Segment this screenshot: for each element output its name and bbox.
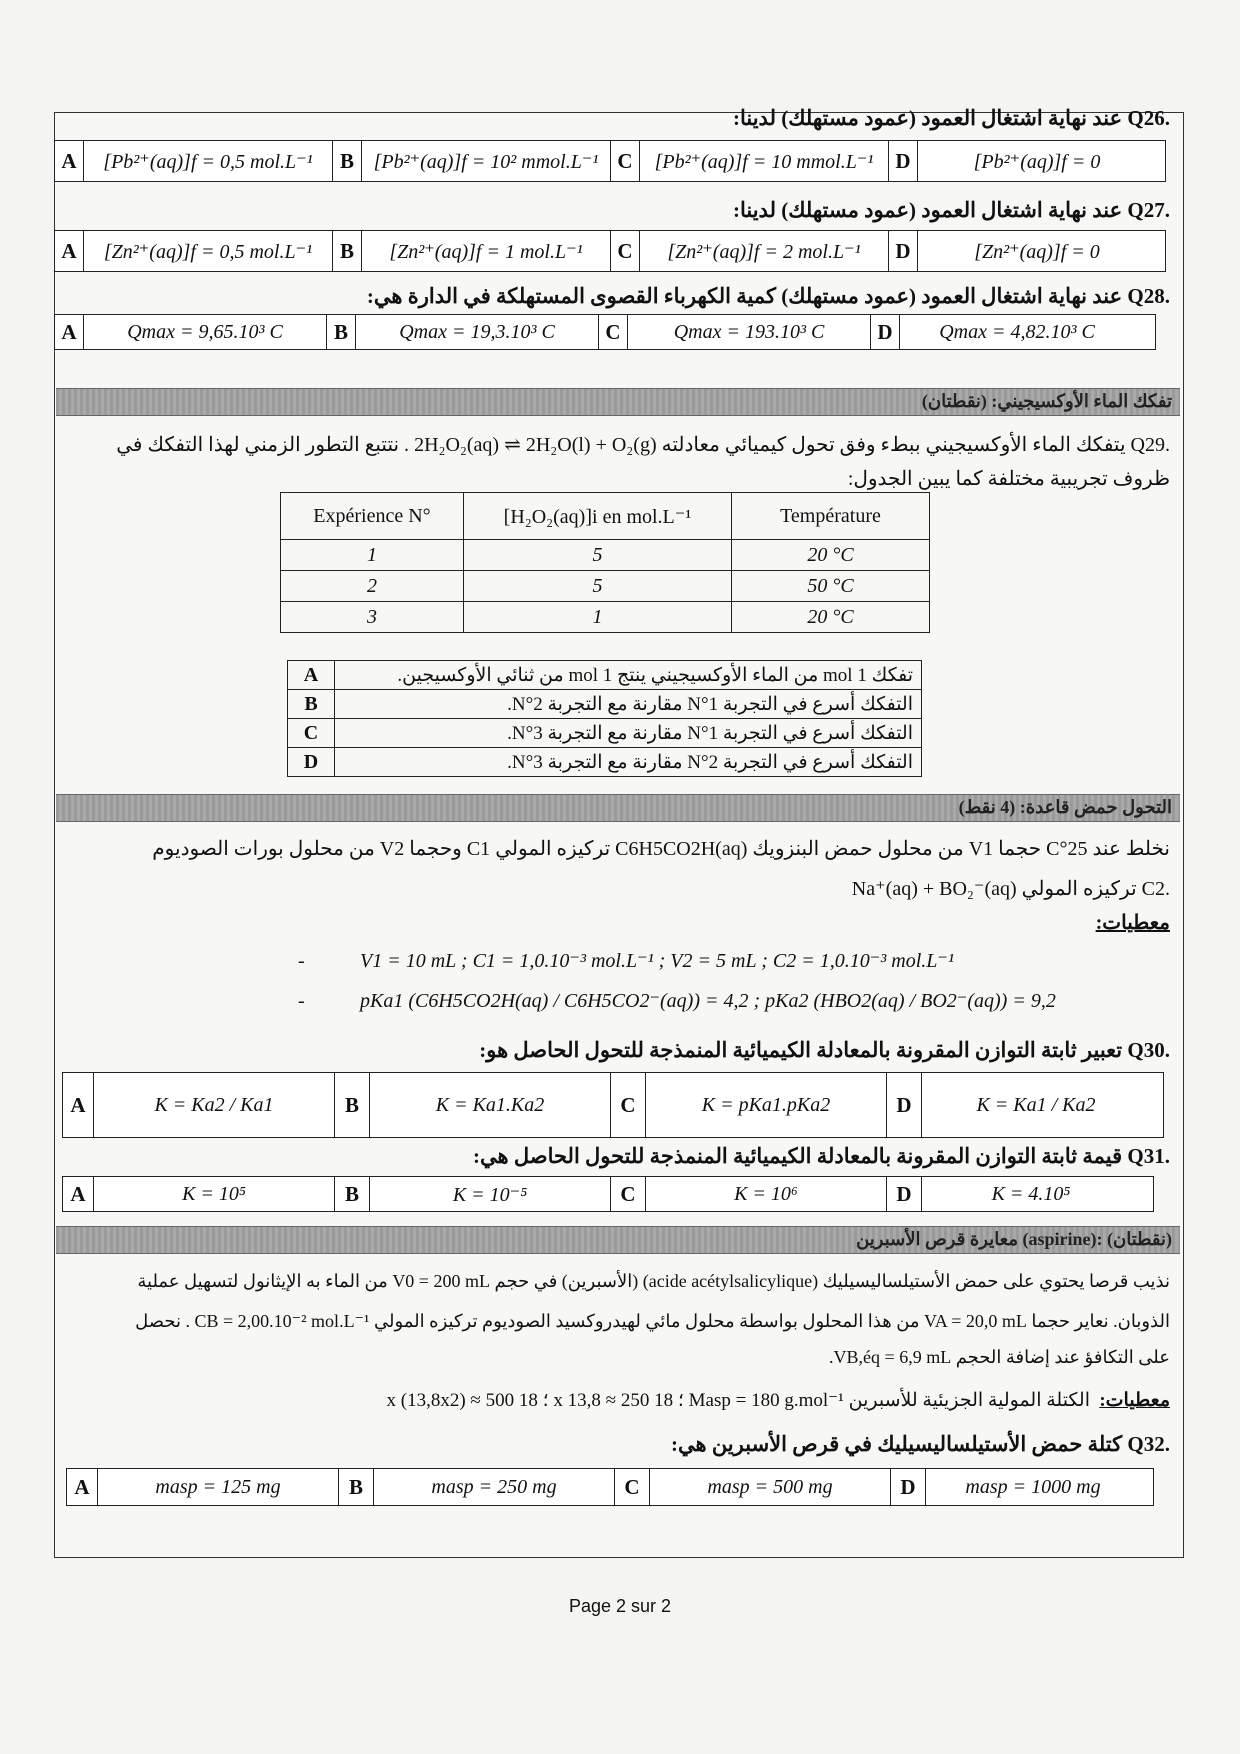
choice-text[interactable]: [Zn²⁺(aq)]f = 1 mol.L⁻¹ (362, 231, 611, 271)
option-letter[interactable]: A (288, 661, 335, 690)
table-row (281, 571, 930, 602)
choice-text[interactable]: [Pb²⁺(aq)]f = 0 (973, 150, 1101, 173)
table-header: Température (732, 493, 930, 540)
table-cell: 2 (281, 571, 464, 602)
choice-letter[interactable]: C (611, 1177, 646, 1211)
data-line-2: pKa1 (C6H5CO2H(aq) / C6H5CO2⁻(aq)) = 4,2 ; pKa2 (HBO2(aq) / BO2⁻(aq)) = 9,2 (360, 990, 1056, 1012)
choice-text[interactable]: [Pb²⁺(aq)]f = 0,5 mol.L⁻¹ (84, 141, 333, 181)
bullet: - (298, 990, 305, 1012)
choice-text[interactable]: K = Ka2 / Ka1 (94, 1073, 335, 1137)
choice-text[interactable]: K = 10⁵ (94, 1177, 335, 1211)
data-label: معطيات: (1095, 912, 1170, 934)
choice-letter[interactable]: B (335, 1177, 370, 1211)
q29-options (287, 660, 922, 777)
choice-text[interactable]: masp = 500 mg (650, 1469, 891, 1505)
q27-title: .Q27 عند نهاية اشتغال العمود (عمود مستهلك) لدينا: (732, 198, 1170, 222)
choice-text[interactable]: K = Ka1 / Ka2 (976, 1093, 1096, 1116)
choice-letter[interactable]: B (335, 1073, 370, 1137)
q27-choices (54, 230, 1166, 272)
choice-letter[interactable]: C (611, 1073, 646, 1137)
table-cell: 1 (464, 602, 732, 633)
section-title: تفكك الماء الأوكسيجيني: (نقطتان) (921, 391, 1172, 411)
section-title: التحول حمض قاعدة: (4 نقط) (958, 797, 1172, 817)
bullet: - (298, 950, 305, 972)
table-row (281, 540, 930, 571)
choice-letter[interactable]: A (55, 315, 84, 349)
section-band (56, 1226, 1180, 1254)
section-band (56, 794, 1180, 822)
choice-letter[interactable]: D (887, 1073, 922, 1137)
section2-intro-line2: .C2 تركيزه المولي Na⁺(aq) + BO₂⁻(aq) (851, 878, 1170, 900)
experiment-table (280, 492, 930, 633)
option-row[interactable] (288, 661, 922, 690)
choice-text[interactable]: [Pb²⁺(aq)]f = 10 mmol.L⁻¹ (640, 141, 889, 181)
q32-choices (66, 1468, 1154, 1506)
q30-choices (62, 1072, 1164, 1138)
choice-letter[interactable]: D (891, 1469, 926, 1505)
page-number: Page 2 sur 2 (568, 1596, 672, 1616)
option-text[interactable]: التفكك أسرع في التجربة N°1 مقارنة مع التجربة N°2. (335, 690, 922, 719)
option-letter[interactable]: C (288, 719, 335, 748)
choice-letter[interactable]: B (333, 141, 362, 181)
table-header: [H₂O₂(aq)]i en mol.L⁻¹ (464, 493, 732, 540)
choice-letter[interactable]: D (889, 141, 918, 181)
data-label: معطيات: (1099, 1390, 1170, 1411)
choice-letter[interactable]: B (327, 315, 356, 349)
choice-letter[interactable]: A (55, 141, 84, 181)
choice-letter[interactable]: C (599, 315, 628, 349)
q32-title: .Q32 كتلة حمض الأستيلساليسيليك في قرص الأسبرين هي: (671, 1432, 1170, 1456)
table-header: Expérience N° (281, 493, 464, 540)
option-row[interactable] (288, 690, 922, 719)
table-cell: 5 (464, 540, 732, 571)
table-row (281, 602, 930, 633)
section3-data: الكتلة المولية الجزيئية للأسبرين Masp = 180 g.mol⁻¹ ؛ 18 x 13,8 ≈ 250 ؛ 18 x (13,8x2) ≈ 500 (386, 1390, 1090, 1411)
option-text[interactable]: تفكك 1 mol من الماء الأوكسيجيني ينتج 1 mol من ثنائي الأوكسيجين. (335, 661, 922, 690)
choice-text[interactable]: Qmax = 9,65.10³ C (84, 315, 327, 349)
table-cell: 3 (281, 602, 464, 633)
choice-text[interactable]: masp = 250 mg (374, 1469, 615, 1505)
choice-letter[interactable]: D (887, 1177, 922, 1211)
choice-text[interactable]: [Zn²⁺(aq)]f = 0 (974, 240, 1100, 263)
data-line-1: V1 = 10 mL ; C1 = 1,0.10⁻³ mol.L⁻¹ ; V2 = 5 mL ; C2 = 1,0.10⁻³ mol.L⁻¹ (360, 950, 954, 972)
choice-letter[interactable]: C (611, 141, 640, 181)
table-cell: 1 (281, 540, 464, 571)
q30-title: .Q30 تعبير ثابتة التوازن المقرونة بالمعادلة الكيميائية المنمذجة للتحول الحاصل هو: (479, 1038, 1170, 1062)
table-cell: 5 (464, 571, 732, 602)
choice-letter[interactable]: A (63, 1177, 94, 1211)
choice-letter[interactable]: D (871, 315, 900, 349)
section2-intro-line1: نخلط عند 25°C حجما V1 من محلول حمض البنزويك C6H5CO2H(aq) تركيزه المولي C1 وحجما V2 من محلول بورات الصوديوم (152, 838, 1170, 860)
option-row[interactable] (288, 748, 922, 777)
choice-text[interactable]: masp = 125 mg (98, 1469, 339, 1505)
choice-text[interactable]: K = Ka1.Ka2 (370, 1073, 611, 1137)
q29-text-line1: .Q29 يتفكك الماء الأوكسيجيني ببطء وفق تحول كيميائي معادلته 2H₂O₂(aq) ⇌ 2H₂O(l) + O₂(g) . نتتبع التطور الزمني لهذا التفكك في (116, 434, 1170, 456)
option-text[interactable]: التفكك أسرع في التجربة N°2 مقارنة مع التجربة N°3. (335, 748, 922, 777)
table-cell: 20 °C (732, 540, 930, 571)
choice-text[interactable]: K = pKa1.pKa2 (646, 1073, 887, 1137)
choice-letter[interactable]: C (611, 231, 640, 271)
section3-line2: الذوبان. نعاير حجما VA = 20,0 mL من هذا المحلول بواسطة محلول مائي لهيدروكسيد الصوديوم تركيزه المولي CB = 2,00.10⁻² mol.L⁻¹ . نحصل (135, 1311, 1170, 1331)
choice-letter[interactable]: C (615, 1469, 650, 1505)
choice-text[interactable]: [Pb²⁺(aq)]f = 10² mmol.L⁻¹ (362, 141, 611, 181)
option-row[interactable] (288, 719, 922, 748)
q26-choices (54, 140, 1166, 182)
section-title: معايرة قرص الأسبرين (aspirine): (نقطتان) (856, 1229, 1172, 1249)
section-band (56, 388, 1180, 416)
choice-text[interactable]: K = 10⁶ (646, 1177, 887, 1211)
table-cell: 50 °C (732, 571, 930, 602)
choice-text[interactable]: K = 10⁻⁵ (370, 1177, 611, 1211)
option-letter[interactable]: B (288, 690, 335, 719)
choice-letter[interactable]: B (339, 1469, 374, 1505)
q28-title: .Q28 عند نهاية اشتغال العمود (عمود مستهلك) كمية الكهرباء القصوى المستهلكة في الدارة هي: (366, 284, 1170, 308)
section3-line3: على التكافؤ عند إضافة الحجم VB,éq = 6,9 mL. (829, 1347, 1170, 1367)
q31-title: .Q31 قيمة ثابتة التوازن المقرونة بالمعادلة الكيميائية المنمذجة للتحول الحاصل هي: (473, 1144, 1170, 1168)
choice-letter[interactable]: B (333, 231, 362, 271)
section3-line1: نذيب قرصا يحتوي على حمض الأستيلساليسيليك (acide acétylsalicylique) (الأسبرين) في حجم V0 = 200 mL من الماء به الإيثانول لتسهيل عملية (137, 1271, 1170, 1291)
choice-text[interactable]: masp = 1000 mg (965, 1475, 1101, 1498)
choice-text[interactable]: [Zn²⁺(aq)]f = 0,5 mol.L⁻¹ (84, 231, 333, 271)
q26-title: .Q26 عند نهاية اشتغال العمود (عمود مستهلك) لدينا: (732, 106, 1170, 130)
choice-letter[interactable]: A (63, 1073, 94, 1137)
choice-text[interactable]: Qmax = 4,82.10³ C (939, 320, 1095, 343)
q31-choices (62, 1176, 1154, 1212)
choice-text[interactable]: Qmax = 19,3.10³ C (356, 315, 599, 349)
choice-text[interactable]: Qmax = 193.10³ C (628, 315, 871, 349)
choice-letter[interactable]: A (55, 231, 84, 271)
q28-choices (54, 314, 1156, 350)
option-text[interactable]: التفكك أسرع في التجربة N°1 مقارنة مع التجربة N°3. (335, 719, 922, 748)
table-cell: 20 °C (732, 602, 930, 633)
choice-letter[interactable]: A (67, 1469, 98, 1505)
choice-text[interactable]: [Zn²⁺(aq)]f = 2 mol.L⁻¹ (640, 231, 889, 271)
choice-letter[interactable]: D (889, 231, 918, 271)
choice-text[interactable]: K = 4.10⁵ (991, 1182, 1071, 1205)
option-letter[interactable]: D (288, 748, 335, 777)
q29-text-line2: ظروف تجريبية مختلفة كما يبين الجدول: (847, 468, 1170, 490)
